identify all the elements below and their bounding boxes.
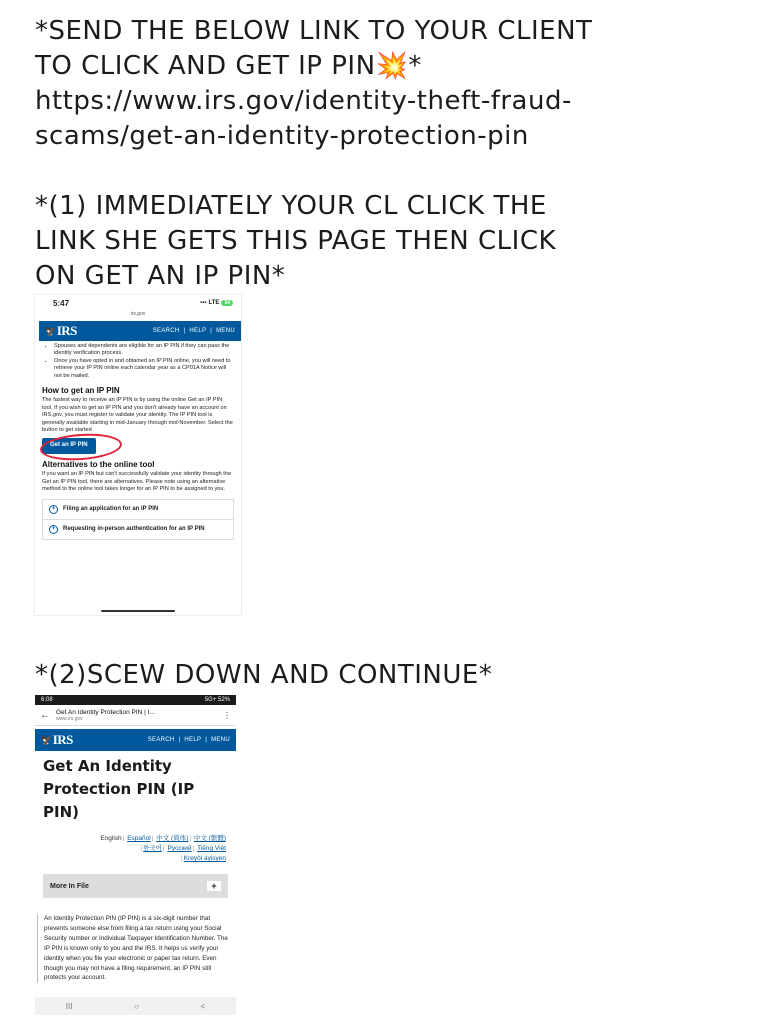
eagle-icon: 🦅 xyxy=(41,734,52,745)
status-time: 5:47 xyxy=(53,298,70,308)
status-bar xyxy=(35,695,236,705)
instruction-line: *(2)SCEW DOWN AND CONTINUE* xyxy=(35,660,493,690)
phone-screenshot-1 xyxy=(35,295,241,615)
nav-menu[interactable]: MENU xyxy=(216,328,235,334)
intro-paragraph: An Identity Protection PIN (IP PIN) is a six-digit number that prevents someone else from filing a tax return using your Social Security number or Individual Taxpayer Identification Number. The IP PIN is known only to you and the IRS. It helps us verify your identity when you file your electronic or paper tax return. Even though you may not have a filing requirement, an IP PIN still protects your account. xyxy=(37,914,228,983)
network-label: LTE xyxy=(208,300,220,306)
irs-logo[interactable]: 🦅 IRS xyxy=(45,323,77,338)
nav-search[interactable]: SEARCH xyxy=(152,328,180,334)
instruction-step-2 xyxy=(35,658,755,693)
eagle-icon: 🦅 xyxy=(45,325,56,336)
browser-url[interactable]: irs.gov xyxy=(130,311,146,317)
android-nav-bar xyxy=(35,997,236,1015)
bullet-list xyxy=(42,343,234,380)
lang-spanish[interactable]: Español xyxy=(127,835,151,842)
nav-help[interactable]: HELP xyxy=(184,737,202,743)
lang-chinese-simplified[interactable]: 中文 (简体) xyxy=(156,835,189,842)
status-icons xyxy=(200,300,233,306)
back-icon[interactable]: < xyxy=(200,1001,206,1011)
accordion-item-in-person[interactable] xyxy=(43,519,233,539)
accordion-item-filing[interactable] xyxy=(43,500,233,519)
lang-vietnamese[interactable]: Tiếng Việt xyxy=(197,845,226,852)
plus-icon[interactable]: + xyxy=(207,881,221,891)
section-text: If you want an IP PIN but can't successfully validate your identity through the Get an IP PIN tool, there are alternatives. Please note using an alternative method to the online tool takes longer for an IP PIN to be assigned to you. xyxy=(42,471,232,493)
status-bar xyxy=(35,295,241,311)
plus-icon: + xyxy=(49,505,58,514)
plus-icon: + xyxy=(49,525,58,534)
page-tab-title: Get An Identity Protection PIN | I... xyxy=(56,708,155,716)
section-heading: Alternatives to the online tool xyxy=(42,459,155,469)
nav-search[interactable]: SEARCH xyxy=(147,737,175,743)
phone-screenshot-2 xyxy=(35,695,236,1015)
address-bar xyxy=(35,705,236,726)
list-item: • Once you have opted in and obtained an IP PIN online, you will need to retrieve your IP PIN online each calendar year as a CP01A Notice will not be mailed. xyxy=(54,358,234,380)
instruction-line: TO CLICK AND GET IP PIN💥* xyxy=(35,51,422,81)
signal-icon: ▪▪▪ xyxy=(200,300,207,306)
page-content xyxy=(35,341,241,540)
lang-russian[interactable]: Русский xyxy=(167,845,192,852)
instruction-line: *SEND THE BELOW LINK TO YOUR CLIENT xyxy=(35,16,593,46)
nav-separator: | xyxy=(178,737,181,743)
tab-info[interactable] xyxy=(56,709,217,722)
lang-korean[interactable]: 한국어 xyxy=(143,845,162,852)
irs-nav xyxy=(153,328,235,334)
irs-nav xyxy=(148,737,230,743)
nav-help[interactable]: HELP xyxy=(189,328,207,334)
button-label: Get an IP PIN xyxy=(50,442,88,449)
accordion xyxy=(42,499,234,540)
home-icon[interactable]: ○ xyxy=(134,1001,139,1011)
more-in-file-accordion[interactable] xyxy=(43,874,228,898)
back-arrow-icon[interactable]: ← xyxy=(40,709,50,721)
url-line[interactable]: https://www.irs.gov/identity-theft-fraud- xyxy=(35,86,572,116)
irs-link-text[interactable] xyxy=(35,84,755,154)
nav-separator: | xyxy=(183,328,186,334)
url-line[interactable]: scams/get-an-identity-protection-pin xyxy=(35,121,529,151)
page-title: Get An Identity Protection PIN (IP PIN) xyxy=(43,757,195,821)
instruction-step-1 xyxy=(35,189,755,294)
irs-header xyxy=(39,321,241,341)
accordion-label: Requesting in-person authentication for an IP PIN xyxy=(63,525,205,532)
lang-chinese-traditional[interactable]: 中文 (繁體) xyxy=(193,835,226,842)
lang-english: English xyxy=(100,835,122,842)
more-options-icon[interactable]: ⋮ xyxy=(223,710,231,720)
language-selector: English| Español| 中文 (简体)| 中文 (繁體) |한국어| Русский| Tiếng Việt |Kreyòl ayisyen xyxy=(100,835,226,862)
browser-url: www.irs.gov xyxy=(56,715,83,722)
instruction-send-link xyxy=(35,14,755,84)
recents-icon[interactable]: III xyxy=(65,1001,73,1011)
section-text: The fastest way to receive an IP PIN is by using the online Get an IP PIN tool. If you wish to get an IP PIN and you don't already have an account on IRS.gov, you must register to validate your identity. The IP PIN tool is generally available starting in mid-January through mid-November. Select the button to get started xyxy=(42,397,233,434)
page-content xyxy=(35,755,236,983)
irs-logo[interactable]: 🦅 IRS xyxy=(41,732,73,747)
instruction-line: ON GET AN IP PIN* xyxy=(35,261,286,291)
section-heading: How to get an IP PIN xyxy=(42,386,120,396)
instruction-line: LINK SHE GETS THIS PAGE THEN CLICK xyxy=(35,226,557,256)
battery-icon: 54 xyxy=(221,300,233,306)
list-item: • Spouses and dependents are eligible for an IP PIN if they can pass the identity verification process. xyxy=(54,343,234,358)
nav-separator: | xyxy=(205,737,208,743)
get-ip-pin-button[interactable] xyxy=(42,438,96,453)
accordion-label: Filing an application for an IP PIN xyxy=(63,505,159,512)
home-indicator[interactable] xyxy=(101,610,175,612)
irs-header xyxy=(35,729,236,751)
lang-haitian-creole[interactable]: Kreyòl ayisyen xyxy=(183,855,226,862)
accordion-label: More In File xyxy=(50,882,89,890)
nav-separator: | xyxy=(210,328,213,334)
status-time: 6:08 xyxy=(41,697,53,703)
nav-menu[interactable]: MENU xyxy=(211,737,230,743)
instruction-line: *(1) IMMEDIATELY YOUR CL CLICK THE xyxy=(35,191,547,221)
battery-icon: 5G+ 52% xyxy=(204,697,230,703)
